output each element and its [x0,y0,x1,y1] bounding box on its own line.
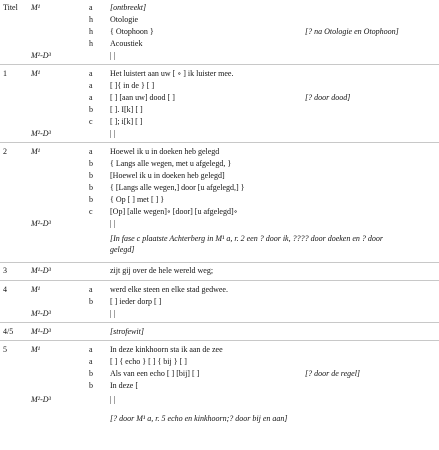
variant-text: Als van een echo [ ] [bij] [ ] [110,369,200,378]
editorial-note: [? na Otologie en Otophoon] [305,27,399,36]
variant-mark: a [89,357,93,366]
variant-text: | | [110,309,116,318]
apparatus-row [0,26,439,38]
divider [0,64,439,65]
variant-text: | | [110,219,116,228]
editorial-annotation: [? door M¹ a, r. 5 echo en kinkhoorn;? door bij en aan] [110,414,288,423]
line-number: 1 [3,69,7,78]
divider [0,322,439,323]
variant-mark: a [89,147,93,156]
variant-text: [ ]; i[k] [ ] [110,117,143,126]
apparatus-row [0,308,439,320]
line-number: 4/5 [3,327,14,336]
variant-text: Hoewel ik u in doeken heb gelegd [110,147,220,156]
witness-label: M¹ [31,3,41,12]
line-number: 3 [3,266,7,275]
editorial-note: [? door de regel] [305,369,361,378]
editorial-annotation: gelegd] [110,245,135,254]
variant-text: { Op [ ] met [ ] } [110,195,165,204]
divider [0,280,439,281]
apparatus-row [0,344,439,356]
apparatus-row [0,368,439,380]
variant-mark: b [89,105,93,114]
witness-label: M¹-D³ [31,327,51,336]
divider [0,340,439,341]
variant-mark: b [89,297,93,306]
variant-mark: h [89,39,93,48]
apparatus-row [0,182,439,194]
apparatus-row [0,2,439,14]
apparatus-row [0,128,439,140]
variant-text: [ ]{ in de } [ ] [110,81,155,90]
variant-mark: a [89,93,93,102]
witness-label: M¹-D³ [31,266,51,275]
variant-text: In deze kinkhoorn sta ik aan de zee [110,345,223,354]
variant-mark: a [89,345,93,354]
variant-text: | | [110,129,116,138]
divider [0,262,439,263]
variant-text: | | [110,51,116,60]
variant-mark: h [89,27,93,36]
apparatus-row [0,146,439,158]
witness-label: M²-D³ [31,219,51,228]
witness-label: M²-D³ [31,395,51,404]
variant-mark: b [89,195,93,204]
variant-mark: a [89,69,93,78]
editorial-note: [? door dood] [305,93,351,102]
apparatus-row [0,326,439,338]
variant-text: [strofewit] [110,327,144,336]
variant-mark: a [89,285,93,294]
variant-text: zijt gij over de hele wereld weg; [110,266,214,275]
apparatus-row [0,92,439,104]
apparatus-row [0,284,439,296]
witness-label: M²-D³ [31,129,51,138]
apparatus-row [0,116,439,128]
variant-mark: a [89,3,93,12]
variant-text: { Langs alle wegen, met u afgelegd, } [110,159,232,168]
apparatus-row [0,170,439,182]
variant-mark: b [89,171,93,180]
variant-text: | | [110,395,116,404]
variant-mark: a [89,81,93,90]
variant-mark: c [89,207,93,216]
line-number: 4 [3,285,7,294]
variant-text: [ ]. I[k] [ ] [110,105,143,114]
line-number: 2 [3,147,7,156]
apparatus-row [0,265,439,277]
apparatus-row [0,50,439,62]
witness-label: M¹ [31,345,41,354]
apparatus-row [0,104,439,116]
variant-text: [ontbreekt] [110,3,147,12]
variant-text: Otologie [110,15,138,24]
variant-text: [ ] [aan uw] dood [ ] [110,93,175,102]
apparatus-row [0,14,439,26]
apparatus-row [0,356,439,368]
variant-mark: b [89,369,93,378]
apparatus-row [0,194,439,206]
variant-text: { Otophoon } [110,27,154,36]
variant-text: In deze [ [110,381,138,390]
witness-label: M¹ [31,285,41,294]
apparatus-row [0,218,439,230]
variant-text: [Op] [alle wegen]∘ [door] [u afgelegd]∘ [110,207,238,216]
divider [0,142,439,143]
title-label: Titel [3,3,18,12]
variant-mark: h [89,15,93,24]
witness-label: M¹ [31,69,41,78]
variant-mark: c [89,117,93,126]
witness-label: M¹ [31,147,41,156]
variant-text: Het luistert aan uw [ ∘ ] ik luister mee. [110,69,234,78]
variant-text: { [Langs alle wegen,] door [u afgelegd,] } [110,183,245,192]
witness-label: M²-D³ [31,309,51,318]
variant-mark: b [89,159,93,168]
variant-mark: b [89,381,93,390]
variant-text: [ ] ieder dorp [ ] [110,297,162,306]
apparatus-row [0,68,439,80]
variant-text: werd elke steen en elke stad gedwee. [110,285,228,294]
variant-mark: b [89,183,93,192]
apparatus-row [0,80,439,92]
line-number: 5 [3,345,7,354]
apparatus-row [0,394,439,406]
apparatus-row [0,380,439,392]
variant-text: Acoustiek [110,39,143,48]
apparatus-row [0,206,439,218]
witness-label: M²-D³ [31,51,51,60]
apparatus-row [0,38,439,50]
apparatus-row [0,296,439,308]
variant-text: [Hoewel ik u in doeken heb gelegd] [110,171,225,180]
editorial-annotation: [In fase c plaatste Achterberg in M¹ a, r. 2 een ? door ik, ???? door doeken en ? door [110,234,384,243]
variant-text: [ ] { echo } [ ] { bij } [ ] [110,357,187,366]
apparatus-row [0,158,439,170]
